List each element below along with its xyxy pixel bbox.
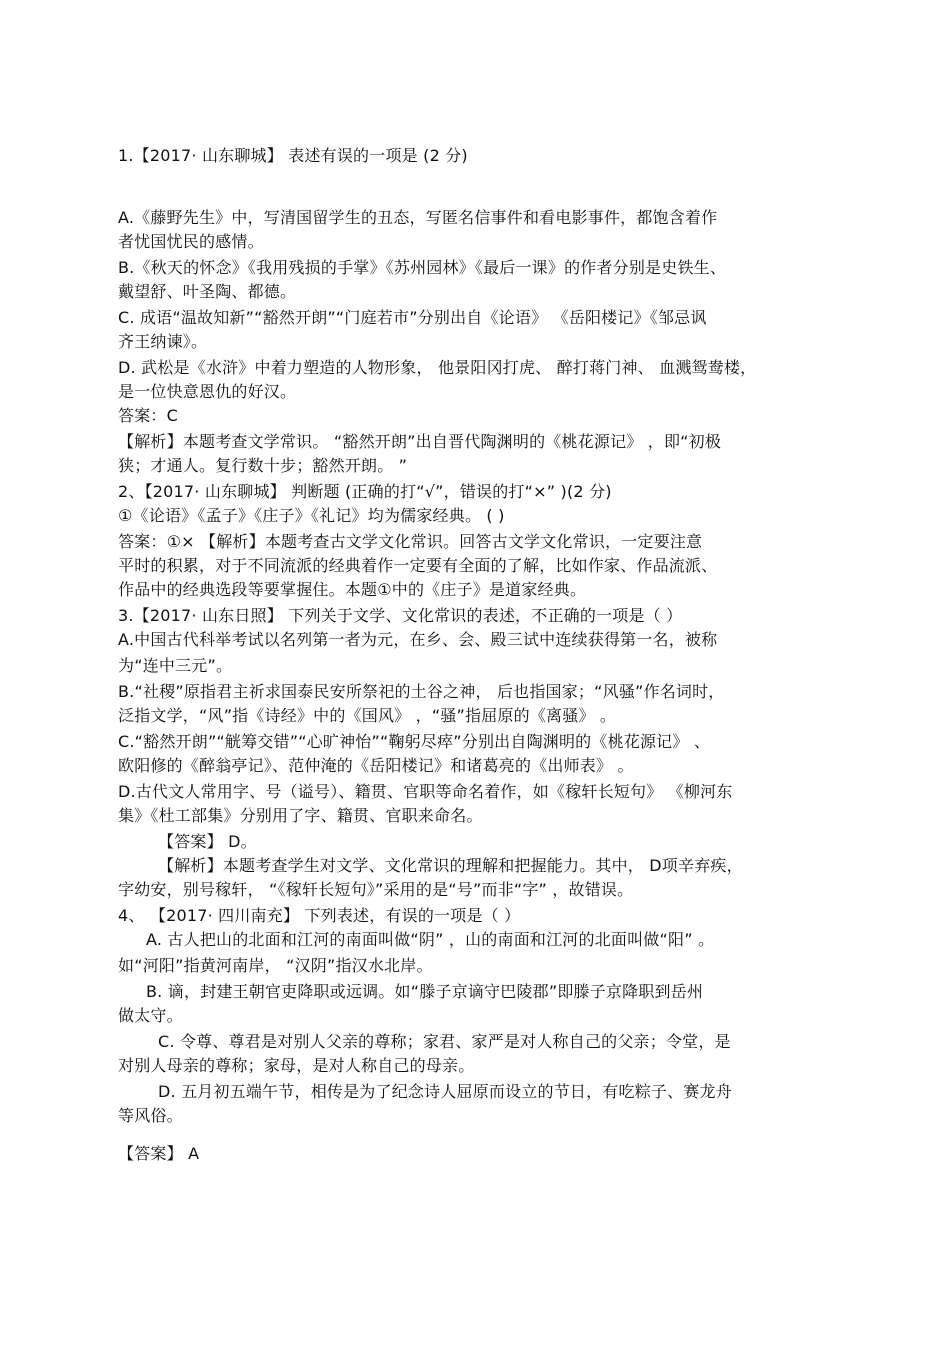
q1-option-a-line-2: 者忧国忧民的感情。	[118, 232, 264, 251]
q3-option-a-line-1: A.中国古代科举考试以名列第一者为元，在乡、会、殿三试中连续获得第一名，被称	[118, 630, 718, 649]
question-3-title: 3.【2017· 山东日照】 下列关于文学、文化常识的表述，不正确的一项是（ ）	[118, 606, 683, 625]
q1-option-c-line-1: C. 成语“温故知新”“豁然开朗”“门庭若市”分别出自《论语》 《岳阳楼记》《邹忌讽	[118, 308, 707, 327]
q2-answer-line-1: 答案：①× 【解析】本题考查古文学文化常识。回答古文学文化常识，一定要注意	[118, 532, 703, 551]
q1-option-c-line-2: 齐王纳谏》。	[118, 332, 208, 351]
q1-analysis-line-2: 狭；才通人。复行数十步；豁然开朗。 ”	[118, 456, 408, 475]
q1-answer: 答案：C	[118, 406, 178, 425]
q4-option-a-line-1: A. 古人把山的北面和江河的南面叫做“阴” ，山的南面和江河的北面叫做“阳” 。	[146, 930, 715, 949]
question-2-title: 2、【2017· 山东聊城】 判断题 (正确的打“√”，错误的打“×” )(2 分)	[118, 482, 612, 501]
q3-option-d-line-2: 集》《杜工部集》分别用了字、籍贯、官职来命名。	[118, 806, 483, 825]
q1-option-b-line-1: B.《秋天的怀念》《我用残损的手掌》《苏州园林》《最后一课》的作者分别是史铁生、	[118, 258, 727, 277]
q4-option-b-line-1: B. 谪，封建王朝官吏降职或远调。如“滕子京谪守巴陵郡”即滕子京降职到岳州	[146, 982, 704, 1001]
q4-option-c-line-2: 对别人母亲的尊称；家母，是对人称自己的母亲。	[118, 1056, 475, 1075]
q4-option-d-line-1: D. 五月初五端午节，相传是为了纪念诗人屈原而设立的节日，有吃粽子、赛龙舟	[158, 1082, 732, 1101]
q3-option-a-line-2: 为“连中三元”。	[118, 656, 233, 675]
q3-option-c-line-1: C.“豁然开朗”“觥筹交错”“心旷神怡”“鞠躬尽瘁”分别出自陶渊明的《桃花源记》 、	[118, 732, 711, 751]
q2-answer-line-2: 平时的积累，对于不同流派的经典着作一定要有全面的了解，比如作家、作品流派、	[118, 556, 718, 575]
q3-analysis-line-1: 【解析】本题考查学生对文学、文化常识的理解和把握能力。其中， D项辛弃疾，	[158, 856, 743, 875]
q1-option-d-line-1: D. 武松是《水浒》中着力塑造的人物形象， 他景阳冈打虎、 醉打蒋门神、 血溅鸳鸯楼，	[118, 358, 757, 377]
q1-option-b-line-2: 戴望舒、叶圣陶、都德。	[118, 282, 297, 301]
question-4-title: 4、 【2017· 四川南充】 下列表述，有误的一项是（ ）	[118, 906, 521, 925]
q4-answer: 【答案】 A	[118, 1144, 200, 1163]
q3-option-c-line-2: 欧阳修的《醉翁亭记》、范仲淹的《岳阳楼记》和诸葛亮的《出师表》 。	[118, 756, 634, 775]
q3-option-b-line-2: 泛指文学，“风”指《诗经》中的《国风》 ，“骚”指屈原的《离骚》 。	[118, 706, 617, 725]
q1-option-a-line-1: A.《藤野先生》中，写清国留学生的丑态，写匿名信事件和看电影事件，都饱含着作	[118, 208, 718, 227]
q3-analysis-line-2: 字幼安，别号稼轩， “《稼轩长短句》”采用的是“号”而非“字” ，故错误。	[118, 880, 634, 899]
q1-analysis-line-1: 【解析】本题考查文学常识。 “豁然开朗”出自晋代陶渊明的《桃花源记》 ，即“初极	[118, 432, 722, 451]
q1-option-d-line-2: 是一位快意恩仇的好汉。	[118, 382, 297, 401]
q3-answer: 【答案】 D。	[158, 832, 257, 851]
q3-option-b-line-1: B.“社稷”原指君主祈求国泰民安所祭祀的土谷之神， 后也指国家；“风骚”作名词时，	[118, 682, 725, 701]
q4-option-b-line-2: 做太守。	[118, 1006, 183, 1025]
question-1-title: 1.【2017· 山东聊城】 表述有误的一项是 (2 分)	[118, 146, 468, 165]
q4-option-a-line-2: 如“河阳”指黄河南岸， “汉阴”指汉水北岸。	[118, 956, 433, 975]
q2-statement: ①《论语》《孟子》《庄子》《礼记》均为儒家经典。 ( )	[118, 506, 505, 525]
q4-option-d-line-2: 等风俗。	[118, 1106, 183, 1125]
q2-answer-line-3: 作品中的经典选段等要掌握住。本题①中的《庄子》是道家经典。	[118, 580, 587, 599]
q3-option-d-line-1: D.古代文人常用字、号（谥号）、籍贯、官职等命名着作，如《稼轩长短句》 《柳河东	[118, 782, 733, 801]
q4-option-c-line-1: C. 令尊、尊君是对别人父亲的尊称；家君、家严是对人称自己的父亲；令堂，是	[158, 1032, 731, 1051]
